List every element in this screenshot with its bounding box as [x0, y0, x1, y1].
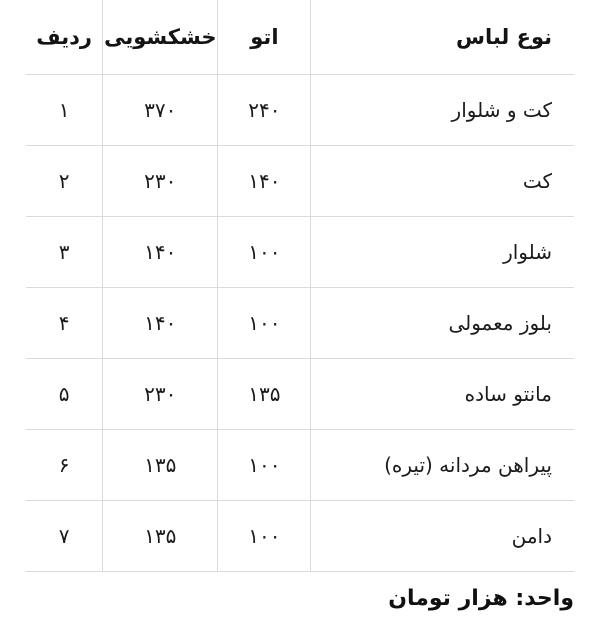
cell-dry-cleaning	[103, 75, 218, 146]
cell-index	[26, 217, 103, 288]
table-row	[26, 288, 574, 359]
table-row	[26, 501, 574, 572]
cell-index	[26, 359, 103, 430]
column-header-index-label: ردیف	[36, 25, 92, 49]
cell-dry-cleaning-text: ۳۷۰	[144, 98, 177, 122]
cell-iron-text: ۱۳۵	[248, 382, 281, 406]
cell-type-text: شلوار	[503, 240, 552, 264]
cell-iron-text: ۲۴۰	[248, 98, 281, 122]
cell-iron	[218, 430, 311, 501]
cell-iron-text: ۱۰۰	[248, 453, 281, 477]
cell-dry-cleaning-text: ۱۴۰	[144, 240, 177, 264]
cell-type	[311, 146, 574, 217]
column-header-index	[26, 0, 103, 75]
column-header-dry-cleaning-label: خشکشویی	[104, 25, 217, 49]
cell-type-text: دامن	[511, 524, 552, 548]
column-header-iron-label: اتو	[250, 25, 279, 49]
cell-type-text: کت	[522, 169, 552, 193]
cell-index	[26, 75, 103, 146]
cell-iron-text: ۱۴۰	[248, 169, 281, 193]
cell-iron	[218, 217, 311, 288]
cell-dry-cleaning	[103, 501, 218, 572]
column-header-type	[311, 0, 574, 75]
cell-iron	[218, 146, 311, 217]
column-header-dry-cleaning	[103, 0, 218, 75]
cell-index-text: ۷	[58, 524, 70, 548]
cell-type-text: پیراهن مردانه (تیره)	[384, 453, 552, 477]
cell-dry-cleaning	[103, 359, 218, 430]
table-header	[26, 0, 574, 75]
cell-dry-cleaning	[103, 430, 218, 501]
table-body	[26, 75, 574, 572]
unit-footnote: واحد: هزار تومان	[388, 586, 574, 611]
cell-dry-cleaning-text: ۱۳۵	[144, 453, 177, 477]
table-row	[26, 430, 574, 501]
cell-dry-cleaning-text: ۲۳۰	[144, 169, 177, 193]
cell-iron-text: ۱۰۰	[248, 240, 281, 264]
table-row	[26, 359, 574, 430]
cell-dry-cleaning-text: ۱۴۰	[144, 311, 177, 335]
cell-type-text: مانتو ساده	[464, 382, 552, 406]
table-row	[26, 146, 574, 217]
cell-type	[311, 430, 574, 501]
table-row	[26, 75, 574, 146]
cell-dry-cleaning-text: ۱۳۵	[144, 524, 177, 548]
cell-index-text: ۴	[58, 311, 70, 335]
cell-index-text: ۳	[58, 240, 70, 264]
cell-dry-cleaning	[103, 217, 218, 288]
column-header-type-label: نوع لباس	[455, 25, 552, 49]
table-header-row	[26, 0, 574, 75]
price-table-container	[26, 0, 574, 572]
cell-index-text: ۱	[58, 98, 70, 122]
cell-type	[311, 288, 574, 359]
cell-index	[26, 501, 103, 572]
cell-iron-text: ۱۰۰	[248, 524, 281, 548]
cell-dry-cleaning	[103, 146, 218, 217]
cell-type	[311, 217, 574, 288]
cell-iron	[218, 288, 311, 359]
table-row	[26, 217, 574, 288]
cell-iron	[218, 501, 311, 572]
cell-type-text: کت و شلوار	[451, 98, 552, 122]
column-header-iron	[218, 0, 311, 75]
cell-iron-text: ۱۰۰	[248, 311, 281, 335]
cell-type-text: بلوز معمولی	[448, 311, 552, 335]
price-table	[26, 0, 574, 572]
cell-index-text: ۶	[58, 453, 70, 477]
cell-index	[26, 288, 103, 359]
cell-type	[311, 75, 574, 146]
cell-index	[26, 146, 103, 217]
cell-index-text: ۵	[58, 382, 70, 406]
cell-iron	[218, 359, 311, 430]
cell-iron	[218, 75, 311, 146]
cell-type	[311, 359, 574, 430]
cell-dry-cleaning-text: ۲۳۰	[144, 382, 177, 406]
cell-type	[311, 501, 574, 572]
cell-index-text: ۲	[58, 169, 70, 193]
cell-dry-cleaning	[103, 288, 218, 359]
cell-index	[26, 430, 103, 501]
